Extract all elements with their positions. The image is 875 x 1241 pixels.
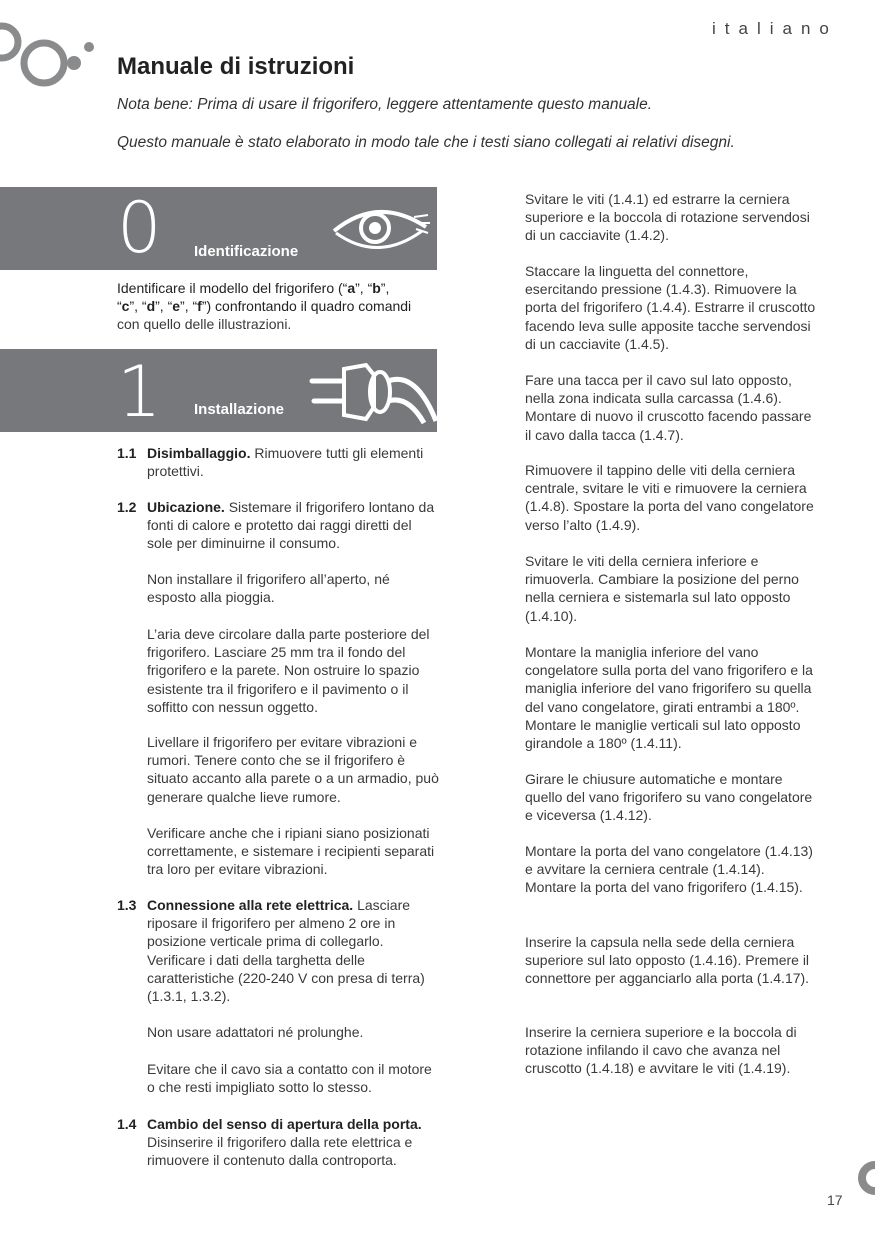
item-1-2-text: Ubicazione. Sistemare il frigorifero lontano da fonti di calore e protetto dai raggi diretti del sole per diminuirne il consumo. bbox=[147, 499, 435, 552]
page-title: Manuale di istruzioni bbox=[117, 53, 355, 80]
paragraph: Svitare le viti della cerniera inferiore e rimuoverla. Cambiare la posizione del perno nella cerniera e sistemarla sul lato opposto (1.4.10). bbox=[525, 553, 799, 624]
intro-note: Nota bene: Prima di usare il frigorifero, leggere attentamente questo manuale. bbox=[117, 96, 653, 113]
paragraph: Girare le chiusure automatiche e montare quello del vano frigorifero su vano congelatore e viceversa (1.4.12). bbox=[525, 771, 813, 824]
section-0-text: Identificare il modello del frigorifero (“a”, “b”, “c”, “d”, “e”, “f”) confrontando il quadro comandi con quello delle illustrazioni. bbox=[117, 280, 412, 333]
paragraph: Non usare adattatori né prolunghe. bbox=[147, 1024, 364, 1040]
paragraph: Livellare il frigorifero per evitare vibrazioni e rumori. Tenere conto che se il frigorifero è situato accanto alla parete o a un armadio, può generare qualche lieve rumore. bbox=[147, 734, 439, 805]
item-number: 1.2 bbox=[117, 499, 137, 515]
paragraph: Verificare anche che i ripiani siano posizionati correttamente, e sistemare i recipienti separati tra loro per evitare vibrazioni. bbox=[147, 825, 435, 878]
section-1-number: 1 bbox=[117, 351, 162, 433]
item-number: 1.1 bbox=[117, 445, 137, 461]
page-number: 17 bbox=[827, 1192, 843, 1208]
brand-circles-logo bbox=[0, 20, 100, 95]
item-number: 1.3 bbox=[117, 897, 137, 913]
brand-circle-icon bbox=[844, 1160, 875, 1196]
language-label: italiano bbox=[712, 19, 838, 38]
eye-icon bbox=[330, 201, 430, 257]
item-1-3-text: Connessione alla rete elettrica. Lasciare riposare il frigorifero per almeno 2 ore in posizione verticale prima di collegarlo. Verificare i dati della targhetta delle caratteristiche (220-240 V con presa di terra) (1.3.1, 1.3.2). bbox=[147, 897, 425, 1005]
section-1-header bbox=[0, 349, 437, 432]
section-0-header bbox=[0, 187, 437, 270]
paragraph: Fare una tacca per il cavo sul lato opposto, nella zona indicata sulla carcassa (1.4.6). Montare di nuovo il cruscotto facendo passare il cavo dalla tacca (1.4.7). bbox=[525, 372, 812, 443]
item-number: 1.4 bbox=[117, 1116, 137, 1132]
paragraph: Evitare che il cavo sia a contatto con il motore o che resti impigliato sotto lo stesso. bbox=[147, 1061, 432, 1096]
paragraph: Staccare la linguetta del connettore, esercitando pressione (1.4.3). Rimuovere la porta del frigorifero (1.4.4). Estrarre il cruscotto facendo leva sulle apposite tacche servendosi di un cacciavite (1.4.5). bbox=[525, 263, 816, 352]
paragraph: Inserire la capsula nella sede della cerniera superiore sul lato opposto (1.4.16). Premere il connettore per agganciarlo alla porta (1.4.17). bbox=[525, 934, 810, 987]
paragraph: Svitare le viti (1.4.1) ed estrarre la cerniera superiore e la boccola di rotazione servendosi di un cacciavite (1.4.2). bbox=[525, 191, 810, 244]
paragraph: Montare la maniglia inferiore del vano congelatore sulla porta del vano frigorifero e la maniglia inferiore del vano frigorifero su quella del vano congelatore, girati entrambi a 180º. Montare le maniglie verticali sul lato opposto girandole a 180º (1.4.11). bbox=[525, 644, 813, 752]
plug-icon bbox=[308, 361, 438, 427]
section-0-title: Identificazione bbox=[194, 243, 299, 260]
item-1-1-text: Disimballaggio. Rimuovere tutti gli elementi protettivi. bbox=[147, 445, 424, 480]
paragraph: Montare la porta del vano congelatore (1.4.13) e avvitare la cerniera centrale (1.4.14). Montare la porta del vano frigorifero (1.4.15). bbox=[525, 843, 813, 896]
section-1-title: Installazione bbox=[194, 401, 285, 418]
paragraph: Non installare il frigorifero all’aperto, né esposto alla pioggia. bbox=[147, 571, 390, 606]
item-1-4-text: Cambio del senso di apertura della porta. Disinserire il frigorifero dalla rete elettrica e rimuovere il contenuto dalla controporta. bbox=[147, 1116, 422, 1169]
paragraph: L’aria deve circolare dalla parte posteriore del frigorifero. Lasciare 25 mm tra il fondo del frigorifero e la parete. Non ostruire lo spazio esistente tra il frigorifero e il pavimento o il soffitto con nessun oggetto. bbox=[147, 626, 430, 715]
section-0-number: 0 bbox=[117, 187, 162, 269]
paragraph: Rimuovere il tappino delle viti della cerniera centrale, svitare le viti e rimuovere la cerniera (1.4.8). Spostare la porta del vano congelatore verso l’alto (1.4.9). bbox=[525, 462, 814, 533]
intro-manual: Questo manuale è stato elaborato in modo tale che i testi siano collegati ai relativi disegni. bbox=[117, 134, 735, 151]
paragraph: Inserire la cerniera superiore e la boccola di rotazione infilando il cavo che avanza nel cruscotto (1.4.18) e avvitare le viti (1.4.19). bbox=[525, 1024, 797, 1077]
